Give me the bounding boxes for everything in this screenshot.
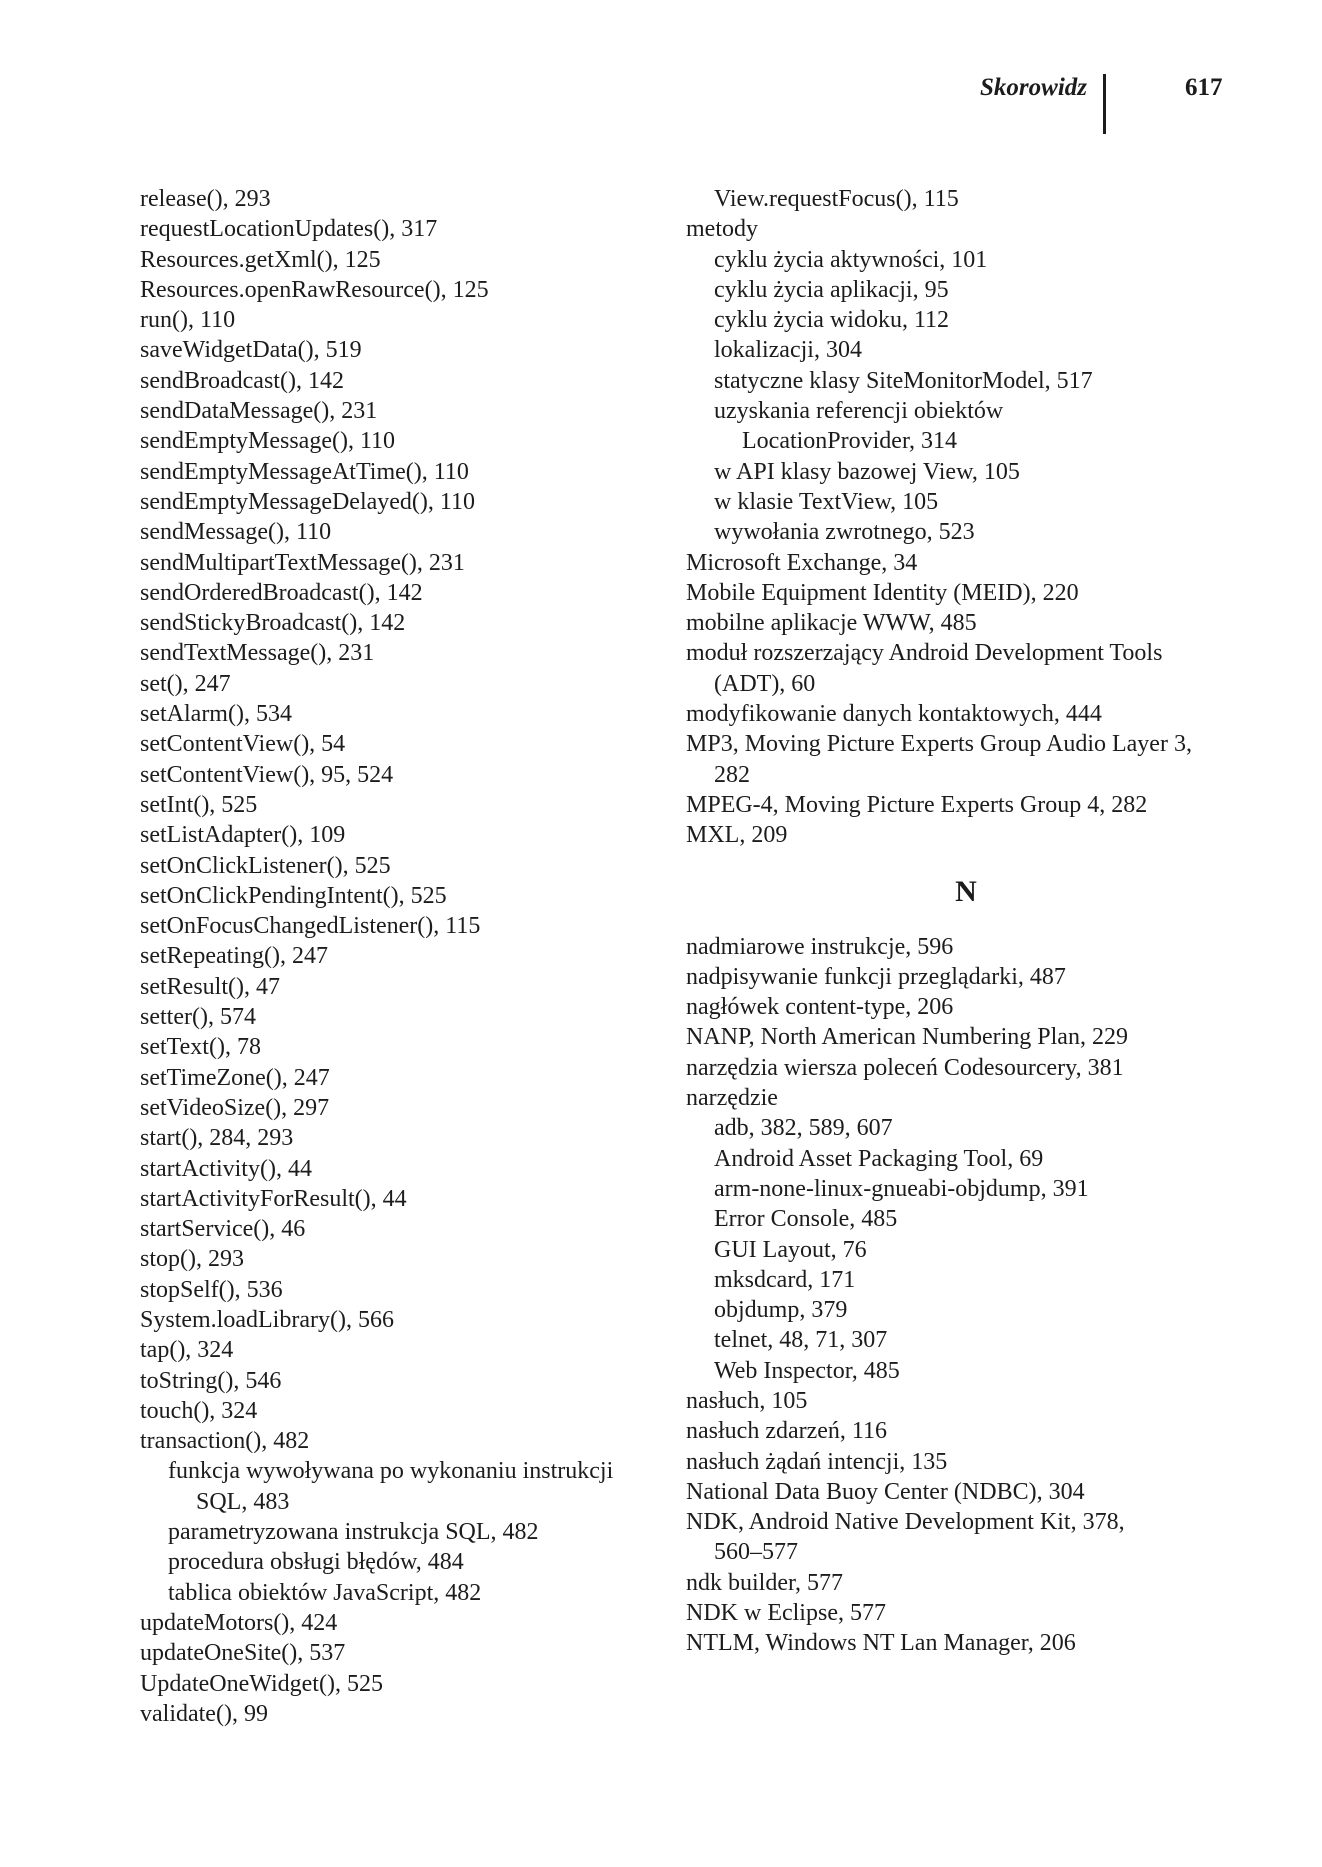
index-entry: metody [686, 216, 758, 243]
index-entry: setListAdapter(), 109 [140, 822, 346, 849]
index-entry: NDK w Eclipse, 577 [686, 1600, 886, 1627]
index-section-letter: N [955, 874, 977, 908]
index-entry: narzędzia wiersza poleceń Codesourcery, 381 [686, 1054, 1124, 1081]
index-entry: release(), 293 [140, 186, 271, 212]
header-divider [1103, 74, 1106, 134]
index-subentry: w klasie TextView, 105 [714, 488, 939, 515]
index-entry: startService(), 46 [140, 1216, 306, 1243]
index-subentry: GUI Layout, 76 [714, 1236, 867, 1263]
index-subentry: LocationProvider, 314 [742, 428, 957, 455]
index-entry: setter(), 574 [140, 1004, 256, 1031]
index-entry: sendStickyBroadcast(), 142 [140, 610, 406, 637]
index-entry: Resources.openRawResource(), 125 [140, 276, 489, 303]
index-entry: sendMultipartTextMessage(), 231 [140, 549, 465, 576]
index-entry: ndk builder, 577 [686, 1569, 844, 1596]
index-entry: requestLocationUpdates(), 317 [140, 216, 438, 243]
index-entry: touch(), 324 [140, 1397, 258, 1424]
index-entry: System.loadLibrary(), 566 [140, 1306, 394, 1333]
index-entry: setOnFocusChangedListener(), 115 [140, 913, 481, 940]
index-subentry: (ADT), 60 [714, 670, 816, 697]
index-entry: National Data Buoy Center (NDBC), 304 [686, 1478, 1085, 1505]
index-subentry: Android Asset Packaging Tool, 69 [714, 1145, 1044, 1172]
index-subentry: cyklu życia aktywności, 101 [714, 246, 988, 273]
page-number: 617 [1185, 74, 1223, 101]
index-subentry: SQL, 483 [196, 1488, 290, 1515]
index-entry: updateOneSite(), 537 [140, 1640, 346, 1667]
index-column-right [686, 184, 1246, 1659]
index-subentry: lokalizacji, 304 [714, 337, 862, 364]
index-entry: moduł rozszerzający Android Development Tools [686, 640, 1163, 667]
index-entry: sendDataMessage(), 231 [140, 398, 378, 425]
index-entry: NTLM, Windows NT Lan Manager, 206 [686, 1630, 1076, 1657]
index-entry: toString(), 546 [140, 1367, 282, 1394]
index-subentry: procedura obsługi błędów, 484 [168, 1549, 464, 1576]
index-entry: modyfikowanie danych kontaktowych, 444 [686, 701, 1102, 728]
index-subentry: funkcja wywoływana po wykonaniu instrukcji [168, 1458, 614, 1485]
index-entry: Microsoft Exchange, 34 [686, 549, 918, 576]
index-entry: nadmiarowe instrukcje, 596 [686, 933, 954, 960]
index-subentry: statyczne klasy SiteMonitorModel, 517 [714, 367, 1093, 394]
index-subentry: uzyskania referencji obiektów [714, 398, 1004, 425]
index-entry: sendMessage(), 110 [140, 519, 332, 546]
index-entry: nasłuch żądań intencji, 135 [686, 1448, 948, 1475]
index-entry: sendEmptyMessageAtTime(), 110 [140, 458, 469, 485]
index-entry: setAlarm(), 534 [140, 701, 292, 728]
index-subentry: tablica obiektów JavaScript, 482 [168, 1579, 482, 1606]
index-subentry: adb, 382, 589, 607 [714, 1115, 893, 1142]
index-subentry: cyklu życia widoku, 112 [714, 307, 950, 334]
index-subentry: mksdcard, 171 [714, 1266, 856, 1293]
index-entry: sendEmptyMessageDelayed(), 110 [140, 488, 476, 515]
index-entry: UpdateOneWidget(), 525 [140, 1670, 383, 1697]
index-entry: validate(), 99 [140, 1700, 268, 1727]
index-entry: narzędzie [686, 1085, 778, 1112]
index-entry: setOnClickListener(), 525 [140, 852, 391, 879]
index-entry: startActivityForResult(), 44 [140, 1185, 407, 1212]
index-entry: startActivity(), 44 [140, 1155, 312, 1182]
index-subentry: 282 [714, 761, 750, 788]
index-entry: MP3, Moving Picture Experts Group Audio Layer 3, [686, 731, 1192, 758]
index-entry: set(), 247 [140, 670, 231, 697]
running-header-title: Skorowidz [980, 74, 1087, 101]
index-subentry: arm-none-linux-gnueabi-objdump, 391 [714, 1175, 1089, 1202]
index-entry: sendEmptyMessage(), 110 [140, 428, 396, 455]
index-entry: NANP, North American Numbering Plan, 229 [686, 1024, 1128, 1051]
index-entry: setResult(), 47 [140, 973, 280, 1000]
index-subentry: wywołania zwrotnego, 523 [714, 519, 975, 546]
index-entry: MPEG-4, Moving Picture Experts Group 4, 282 [686, 791, 1148, 818]
index-entry: setText(), 78 [140, 1034, 261, 1061]
index-entry: stop(), 293 [140, 1246, 244, 1273]
index-entry: saveWidgetData(), 519 [140, 337, 362, 364]
index-entry: run(), 110 [140, 307, 236, 334]
index-entry: stopSelf(), 536 [140, 1276, 283, 1303]
index-entry: NDK, Android Native Development Kit, 378, [686, 1509, 1125, 1536]
index-entry: setRepeating(), 247 [140, 943, 328, 970]
index-entry: sendBroadcast(), 142 [140, 367, 344, 394]
index-entry: mobilne aplikacje WWW, 485 [686, 610, 977, 637]
index-entry: setInt(), 525 [140, 791, 258, 818]
index-entry: sendTextMessage(), 231 [140, 640, 375, 667]
index-subentry: w API klasy bazowej View, 105 [714, 458, 1020, 485]
index-entry: tap(), 324 [140, 1337, 234, 1364]
index-subentry: View.requestFocus(), 115 [714, 186, 959, 212]
index-column-left [140, 184, 660, 1729]
index-entry: Mobile Equipment Identity (MEID), 220 [686, 579, 1079, 606]
index-entry: nagłówek content-type, 206 [686, 994, 954, 1021]
index-subentry: 560–577 [714, 1539, 798, 1566]
index-entry: setVideoSize(), 297 [140, 1094, 330, 1121]
index-entry: setContentView(), 95, 524 [140, 761, 394, 788]
index-entry: setTimeZone(), 247 [140, 1064, 330, 1091]
index-entry: Resources.getXml(), 125 [140, 246, 381, 273]
page-header [0, 74, 1322, 134]
index-subentry: cyklu życia aplikacji, 95 [714, 276, 949, 303]
index-subentry: Error Console, 485 [714, 1206, 898, 1233]
index-entry: nasłuch zdarzeń, 116 [686, 1418, 888, 1445]
index-subentry: parametryzowana instrukcja SQL, 482 [168, 1519, 539, 1546]
index-entry: nasłuch, 105 [686, 1387, 808, 1414]
index-entry: setContentView(), 54 [140, 731, 346, 758]
index-entry: setOnClickPendingIntent(), 525 [140, 882, 447, 909]
index-subentry: objdump, 379 [714, 1297, 848, 1324]
index-entry: updateMotors(), 424 [140, 1609, 338, 1636]
index-subentry: telnet, 48, 71, 307 [714, 1327, 888, 1354]
index-entry: transaction(), 482 [140, 1428, 310, 1455]
index-entry: nadpisywanie funkcji przeglądarki, 487 [686, 963, 1066, 990]
index-entry: start(), 284, 293 [140, 1125, 294, 1152]
index-subentry: Web Inspector, 485 [714, 1357, 900, 1384]
index-entry: MXL, 209 [686, 822, 788, 849]
index-entry: sendOrderedBroadcast(), 142 [140, 579, 423, 606]
